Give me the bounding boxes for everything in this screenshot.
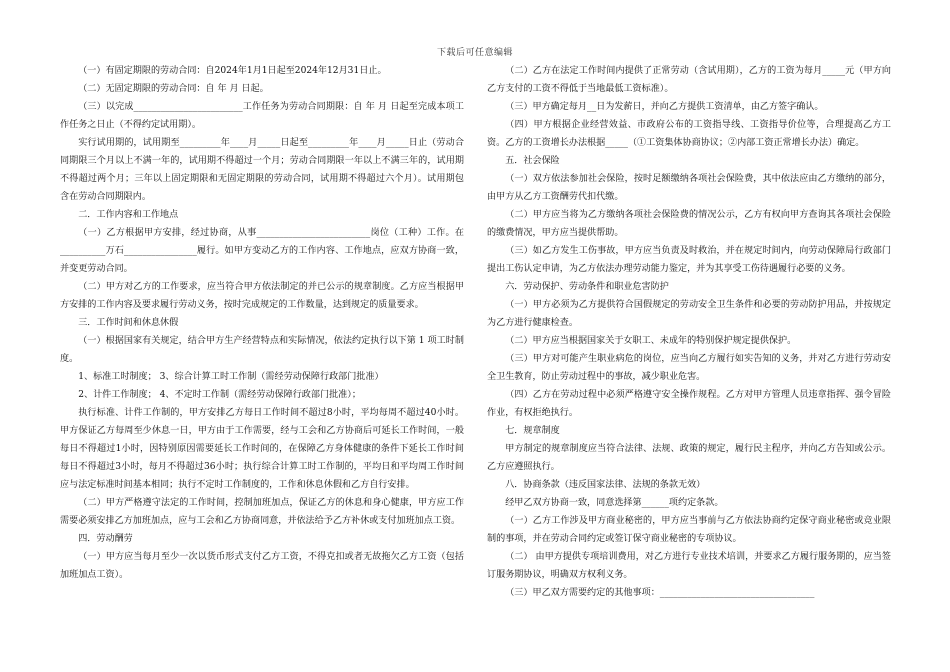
section-heading: 五．社会保险 bbox=[505, 156, 560, 166]
paragraph: （二） 由甲方提供专项培训费用，对乙方进行专业技术培训，并要求乙方履行服务期的，应当签订服务期协议，明确双方权利义务。 bbox=[487, 552, 891, 580]
paragraph: （四）甲方根据企业经营效益、市政府公布的工资指导线、工资指导价位等，合理提高乙方工资。乙方的工资增长办法根据_____（①工资集体协商协议；②内部工资正常增长办法）确定。 bbox=[487, 120, 891, 148]
paragraph: （四）乙方在劳动过程中必须严格遵守安全操作规程。乙方对甲方管理人员违章指挥、强令冒险作业，有权拒绝执行。 bbox=[487, 390, 891, 418]
paragraph: （三）甲方确定每月__日为发薪日，并向乙方提供工资清单，由乙方签字确认。 bbox=[505, 102, 824, 112]
paragraph: （三）甲方对可能产生职业病危的岗位，应当向乙方履行如实告知的义务，并对乙方进行劳动安全卫生教育，防止劳动过程中的事故，减少职业危害。 bbox=[487, 354, 891, 382]
paragraph: 实行试用期的，试用期至_________年____月_____日起至_________年____月_____日止（劳动合同期限三个月以上不满一年的，试用期不得超过一个月；劳动合同期限一年以上不满三年的，试用期不得超过两个月；三年以上固定期限和无固定期限的劳动合同，试用期不得超过六个月）。试用期包含在劳动合同期限内。 bbox=[60, 138, 464, 202]
section-heading: 二．工作内容和工作地点 bbox=[78, 210, 179, 220]
list-item: 1、标准工时制度； 3、综合计算工时工作制（需经劳动保障行政部门批准） bbox=[78, 372, 384, 382]
paragraph: （一）乙方根据甲方安排，经过协商，从事_________________________岗位（工种）工作。在__________万石________________履行。如甲方变动乙方的工作内容、工作地点，应双方协商一致，并变更劳动合同。 bbox=[60, 228, 464, 274]
right-column bbox=[487, 62, 891, 602]
section-heading: 四．劳动酬劳 bbox=[78, 534, 133, 544]
paragraph: 经甲乙双方协商一致，同意选择第______项约定条款。 bbox=[505, 498, 724, 508]
section-heading: 七．规章制度 bbox=[505, 426, 560, 436]
section-heading: 六．劳动保护、劳动条件和职业危害防护 bbox=[505, 282, 669, 292]
section-heading: 三．工作时间和休息休假 bbox=[78, 318, 179, 328]
page-header: 下载后可任意编辑 bbox=[436, 48, 513, 58]
paragraph: （二）甲方对乙方的工作要求，应当符合甲方依法制定的并已公示的规章制度。乙方应当根据甲方安排的工作内容及要求履行劳动义务，按时完成规定的工作数量，达到规定的质量要求。 bbox=[60, 282, 464, 310]
left-column bbox=[60, 62, 464, 584]
paragraph: （三）甲乙双方需要约定的其他事项：__________________________________ bbox=[505, 588, 815, 598]
paragraph: （二）甲方应当将为乙方缴纳各项社会保险费的情况公示，乙方有权向甲方查询其各项社会保险的缴费情况，甲方应当提供帮助。 bbox=[487, 210, 891, 238]
paragraph: （一）乙方工作涉及甲方商业秘密的，甲方应当事前与乙方依法协商约定保守商业秘密或竞业限制的事项，并在劳动合同约定或签订保守商业秘密的专项协议。 bbox=[487, 516, 891, 544]
paragraph: （一）甲方必须为乙方提供符合国假规定的劳动安全卫生条件和必要的劳动防护用品，并按规定为乙方进行健康检查。 bbox=[487, 300, 891, 328]
paragraph: （二）甲方应当根据国家关于女职工、未成年的特别保护规定提供保护。 bbox=[505, 336, 797, 346]
paragraph: （一）甲方应当每月至少一次以货币形式支付乙方工资，不得克扣或者无故拖欠乙方工资（包括加班加点工资）。 bbox=[60, 552, 464, 580]
paragraph: 执行标准、计件工作制的，甲方安排乙方每日工作时间不超过8小时，平均每周不超过40小时。甲方保证乙方每周至少休息一日，甲方由于工作需要，经与工会和乙方协商后可延长工作时间，一般每日不得超过1小时，因特别原因需要延长工作时间的，在保障乙方身体健康的条件下延长工作时间每日不得超过3小时，每月不得超过36小时；执行综合计算工时工作制的，平均日和平均周工作时间应与法定标准时间基本相同；执行不定时工作制度的，工作和休息休假和乙方自行安排。 bbox=[60, 408, 464, 490]
paragraph: 甲方制定的规章制度应当符合法律、法规、政策的规定，履行民主程序，并向乙方告知或公示。乙方应遵照执行。 bbox=[487, 444, 891, 472]
paragraph: （三）以完成________________________工作任务为劳动合同期限：自 年 月 日起至完成本项工作任务之日止（不得约定试用期）。 bbox=[60, 102, 464, 130]
paragraph: （二）甲方严格遵守法定的工作时间，控制加班加点，保证乙方的休息和身心健康，甲方应工作需要必须安排乙方加班加点，应与工会和乙方协商同意，并依法给予乙方补休或支付加班加点工资。 bbox=[60, 498, 464, 526]
paragraph: （一）根据国家有关规定，结合甲方生产经营特点和实际情况，依法约定执行以下第 1 项工时制度。 bbox=[60, 336, 464, 364]
section-heading: 八．协商条款（违反国家法律、法规的条款无效） bbox=[505, 480, 706, 490]
paragraph: （一）有固定期限的劳动合同：自2024年1月1日起至2024年12月31日止。 bbox=[78, 66, 387, 76]
paragraph: （二）无固定期限的劳动合同：自 年 月 日起。 bbox=[78, 84, 269, 94]
paragraph: （三）如乙方发生工伤事故，甲方应当负责及时救治，并在规定时间内，向劳动保障局行政部门提出工伤认定申请，为乙方依法办理劳动能力鉴定，并为其享受工伤待遇履行必要的义务。 bbox=[487, 246, 891, 274]
paragraph: （二）乙方在法定工作时间内提供了正常劳动（含试用期），乙方的工资为每月_____元（甲方向乙方支付的工资不得低于当地最低工资标准）。 bbox=[487, 66, 891, 94]
paragraph: （一）双方依法参加社会保险，按时足额缴纳各项社会保险费，其中依法应由乙方缴纳的部分，由甲方从乙方工资酬劳代扣代缴。 bbox=[487, 174, 891, 202]
list-item: 2、计件工作制度； 4、不定时工作制（需经劳动保障行政部门批准）； bbox=[78, 390, 361, 400]
